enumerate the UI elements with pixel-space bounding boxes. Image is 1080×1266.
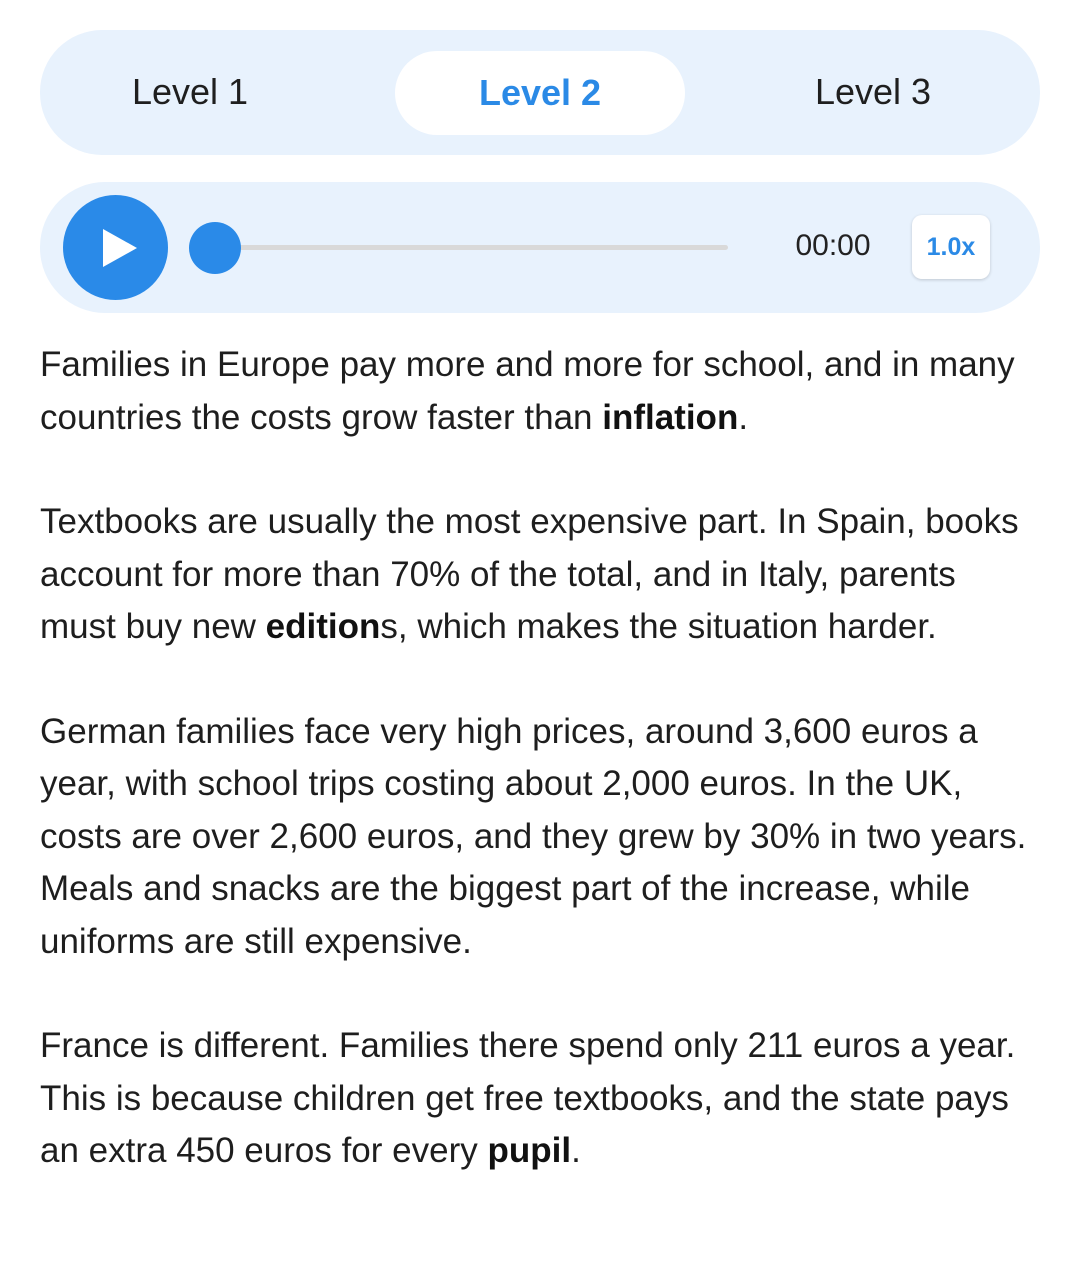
- play-icon: [103, 229, 137, 267]
- article-paragraph-4: [40, 1020, 1040, 1178]
- paragraph-text: German families face very high prices, around 3,600 euros a year, with school trips costing about 2,000 euros. In the UK, costs are over 2,600 euros, and they grew by 30% in two years. Meals and snacks are the biggest part of the increase, while uniforms are still expensive.: [40, 711, 1027, 961]
- playback-speed-button[interactable]: 1.0x: [912, 215, 990, 279]
- progress-track[interactable]: [215, 245, 728, 250]
- paragraph-text: Textbooks are usually the most expensive part. In Spain, books account for more than 70% of the total, and in Italy, parents must buy new: [40, 502, 1019, 646]
- paragraph-text: France is different. Families there spend only 211 euros a year. This is because children get free textbooks, and the state pays an extra 450 euros for every: [40, 1026, 1016, 1170]
- paragraph-text: .: [738, 397, 749, 437]
- tab-level-3[interactable]: Level 3: [814, 71, 932, 112]
- article-paragraph-1: [40, 339, 1040, 444]
- audio-player: [40, 182, 1040, 313]
- vocabulary-word[interactable]: inflation: [602, 397, 739, 437]
- paragraph-text: .: [571, 1131, 581, 1170]
- tab-level-2[interactable]: Level 2: [395, 51, 685, 135]
- play-button[interactable]: [63, 195, 168, 300]
- paragraph-text: s, which makes the situation harder.: [380, 607, 937, 646]
- level-selector: [40, 30, 1040, 155]
- article-body: [40, 339, 1040, 1230]
- article-paragraph-3: [40, 706, 1040, 969]
- progress-thumb[interactable]: [189, 222, 241, 274]
- vocabulary-word[interactable]: pupil: [487, 1131, 572, 1170]
- article-paragraph-2: [40, 496, 1040, 654]
- paragraph-text: Families in Europe pay more and more for school, and in many countries the costs grow faster than: [40, 345, 1015, 437]
- tab-level-1[interactable]: Level 1: [131, 71, 249, 112]
- vocabulary-word[interactable]: edition: [265, 607, 381, 646]
- time-display: 00:00: [795, 229, 871, 262]
